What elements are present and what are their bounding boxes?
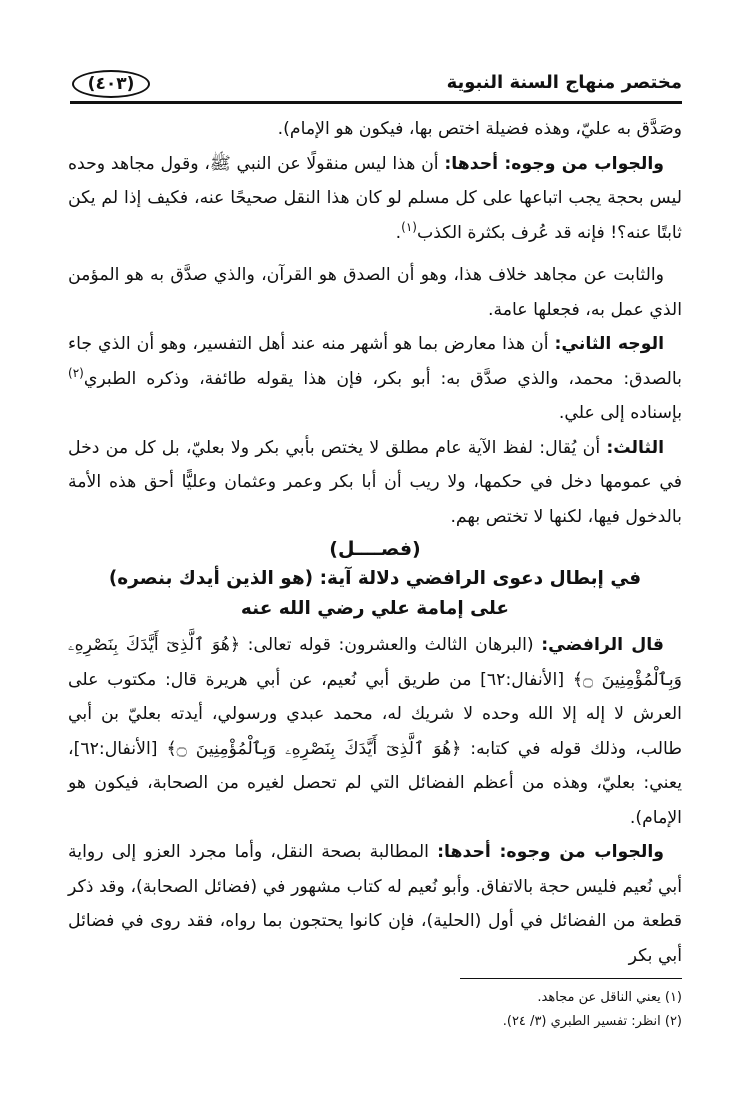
header-rule [70, 101, 682, 104]
footnotes [300, 986, 682, 1034]
paragraph-7-text: المطالبة بصحة النقل، وأما مجرد العزو إلى رواية أبي نُعيم فليس حجة بالاتفاق. وأبو نُعيم له كتاب مشهور في (فضائل الصحابة)، وقد ذكر قطعة من الفضائل في أول (الحلية)، فإن كانوا يحتجون بما رواه، فقد روى في فضائل أبي بكر [68, 842, 682, 966]
paragraph-5-text: أن يُقال: لفظ الآية عام مطلق لا يختص بأبي بكر ولا بعليّ، بل كل من دخل في عمومها دخل في حكمها، ولا ريب أن أبا بكر وعمر وعثمان وعليًّا أحق هذه الأمة بالدخول فيها، لكنها لا تختص بهم. [68, 437, 682, 527]
paragraph-5-lead: الثالث: [606, 437, 664, 458]
page-number: (٤٠٣) [72, 70, 150, 98]
paragraph-4-text-b: بإسناده إلى علي. [558, 403, 682, 423]
paragraph-5 [68, 431, 682, 535]
paragraph-3-text: والثابت عن مجاهد خلاف هذا، وهو أن الصدق هو القرآن، والذي صدَّق به هو المؤمن الذي عمل به، فجعلها عامة. [68, 265, 682, 320]
paragraph-2-end: . [395, 222, 402, 243]
paragraph-1 [68, 112, 682, 147]
footnote-1: (١) يعني الناقل عن مجاهد. [537, 990, 682, 1005]
paragraph-6-text: (البرهان الثالث والعشرون: قوله تعالى: ﴿هُوَ ٱلَّذِىٓ أَيَّدَكَ بِنَصْرِهِۦ وَبِٱلْمُؤْمِنِينَ ۝﴾ [الأنفال:٦٢] من طريق أبي نُعيم، عن أبي هريرة قال: مكتوب على العرش لا إله إلا الله وحده لا شريك له، محمد عبدي ورسولي، أيدته بعليّ بن أبي طالب، وذلك قوله في كتابه: ﴿هُوَ ٱلَّذِىٓ أَيَّدَكَ بِنَصْرِهِۦ وَبِٱلْمُؤْمِنِينَ ۝﴾ [الأنفال:٦٢]، يعني: بعليّ، وهذه من أعظم الفضائل التي لم تحصل لغيره من الصحابة، فيكون هو الإمام). [68, 635, 682, 828]
chapter-title-line-1: في إبطال دعوى الرافضي دلالة آية: (هو الذين أيدك بنصره) [108, 568, 642, 589]
running-header [70, 58, 682, 104]
footnote-ref-2: (٢) [68, 365, 84, 380]
footnote-rule [460, 978, 682, 979]
paragraph-4 [68, 327, 682, 431]
paragraph-1-text: وصَدَّق به عليّ، وهذه فضيلة اختص بها، فيكون هو الإمام). [277, 119, 682, 139]
footnote-2: (٢) انظر: تفسير الطبري (٣/ ٢٤). [502, 1014, 682, 1029]
paragraph-7-lead: والجواب من وجوه: أحدها: [437, 842, 664, 862]
paragraph-2 [68, 147, 682, 251]
paragraph-3 [68, 258, 682, 327]
paragraph-4-lead: الوجه الثاني: [554, 334, 664, 354]
paragraph-2-text: أن هذا ليس منقولًا عن النبي ﷺ، وقول مجاهد وحده ليس بحجة يجب اتباعها على كل مسلم لو كان هذا النقل صحيحًا عنه، فكيف إذا لم يكن ثابتًا عنه؟! فإنه قد عُرف بكثرة الكذب [68, 153, 682, 243]
section-heading: (فصــــل) [329, 538, 421, 560]
main-text [68, 112, 682, 973]
paragraph-4-text-a: أن هذا معارض بما هو أشهر منه عند أهل التفسير، وهو أن الذي جاء بالصدق: محمد، والذي صدَّق به: أبو بكر، فإن هذا يقوله طائفة، وذكره الطبري [68, 334, 682, 389]
footnote-ref-1: (١) [401, 219, 417, 234]
book-title: مختصر منهاج السنة النبوية [446, 72, 682, 93]
paragraph-6-lead: قال الرافضي: [541, 635, 664, 655]
paragraph-7 [68, 835, 682, 973]
paragraph-2-lead: والجواب من وجوه: أحدها: [444, 153, 665, 174]
chapter-title-line-2: على إمامة علي رضي الله عنه [240, 598, 510, 619]
paragraph-6 [68, 628, 682, 835]
